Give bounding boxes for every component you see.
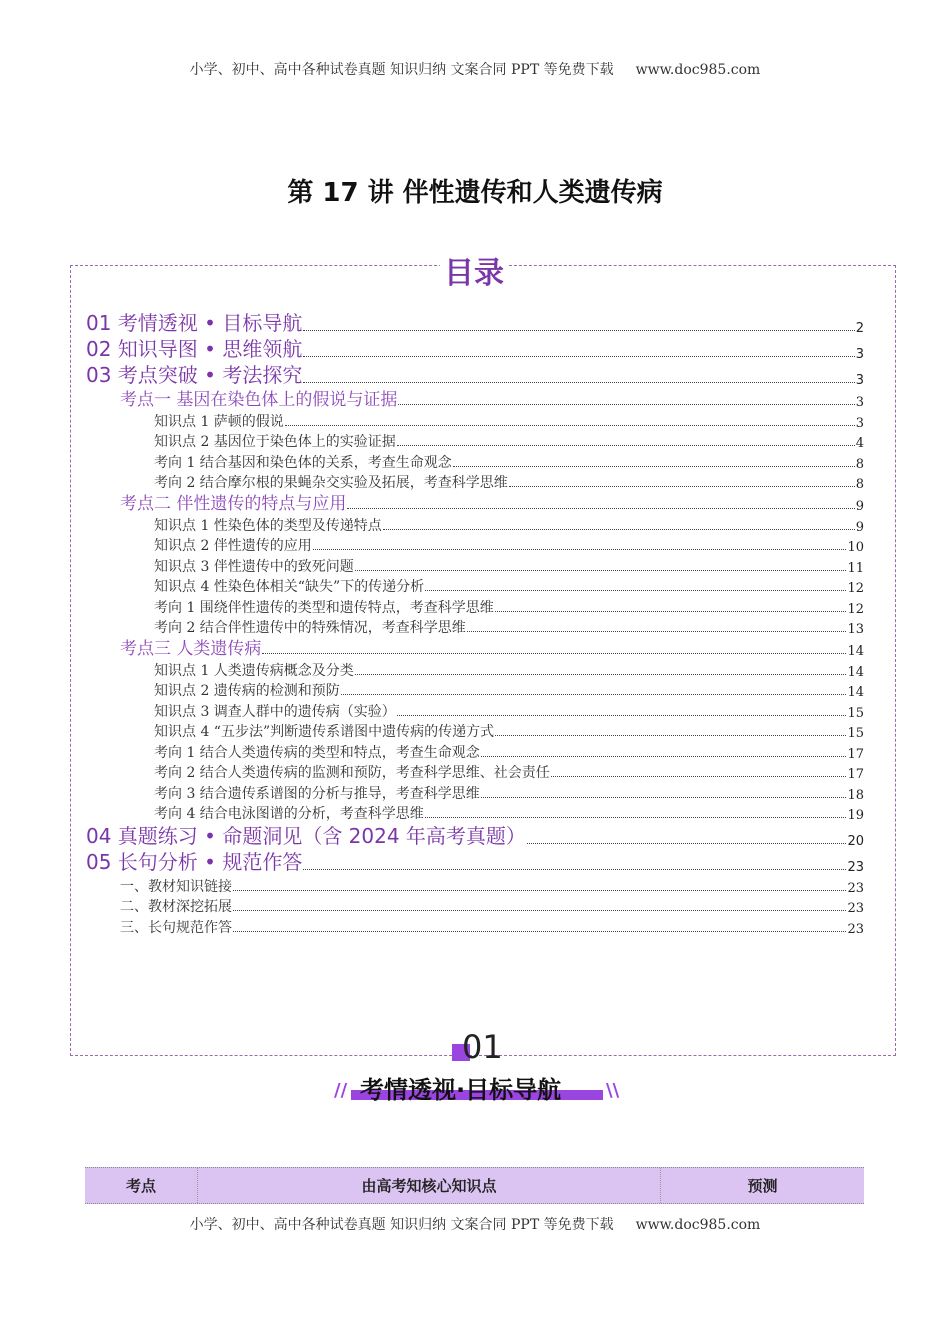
toc-leader-dots xyxy=(551,776,847,777)
toc-page-number: 12 xyxy=(847,601,864,617)
toc-leader-dots xyxy=(355,674,847,675)
footer-text: 小学、初中、高中各种试卷真题 知识归纳 文案合同 PPT 等免费下载 xyxy=(189,1217,614,1233)
toc-entry-label: 04 真题练习 • 命题洞见（含 2024 年高考真题） xyxy=(86,824,526,848)
toc-leader-dots xyxy=(233,890,846,891)
toc-leader-dots xyxy=(509,486,855,487)
toc-leader-dots xyxy=(453,466,855,467)
toc-leader-dots xyxy=(495,735,846,736)
toc-entry[interactable] xyxy=(86,896,864,917)
toc-leader-dots xyxy=(481,797,847,798)
toc-entry-label: 考点一 基因在染色体上的假说与证据 xyxy=(120,390,398,410)
toc-page-number: 17 xyxy=(847,767,864,782)
toc-page-number: 8 xyxy=(855,456,864,472)
toc-leader-dots xyxy=(233,931,846,932)
toc-entry[interactable] xyxy=(86,659,864,680)
toc-leader-dots xyxy=(303,356,854,357)
toc-entry[interactable] xyxy=(86,916,864,937)
toc-entry-label: 考点二 伴性遗传的特点与应用 xyxy=(120,494,347,514)
toc-entry-label: 知识点 4 性染色体相关“缺失”下的传递分析 xyxy=(154,579,425,595)
header-url[interactable]: www.doc985.com xyxy=(635,62,761,78)
toc-entry-label: 考向 2 结合摩尔根的果蝇杂交实验及拓展，考查科学思维 xyxy=(154,475,508,491)
toc-page-number: 23 xyxy=(847,921,864,937)
toc-entry-label: 知识点 2 基因位于染色体上的实验证据 xyxy=(154,434,396,450)
toc-entry[interactable] xyxy=(86,431,864,452)
toc-entry-label: 考向 4 结合电泳图谱的分析，考查科学思维 xyxy=(154,806,424,822)
toc-page-number: 14 xyxy=(847,644,864,659)
page-footer xyxy=(0,1214,950,1234)
toc-entry[interactable] xyxy=(86,849,864,875)
toc-leader-dots xyxy=(383,529,855,530)
toc-page-number: 18 xyxy=(847,787,864,803)
toc-entry[interactable] xyxy=(86,680,864,701)
page-title: 第 17 讲 伴性遗传和人类遗传病 xyxy=(287,178,663,208)
toc-page-number: 11 xyxy=(847,560,864,576)
toc-page-number: 13 xyxy=(847,622,864,637)
header-text: 小学、初中、高中各种试卷真题 知识归纳 文案合同 PPT 等免费下载 xyxy=(189,62,614,78)
toc-entry-label: 二、教材深挖拓展 xyxy=(120,899,232,915)
toc-page-number: 12 xyxy=(847,581,864,596)
toc-page-number: 14 xyxy=(847,685,864,700)
toc-entry-label: 考向 1 结合基因和染色体的关系，考查生命观念 xyxy=(154,454,452,471)
toc-entry-label: 知识点 3 调查人群中的遗传病（实验） xyxy=(154,703,396,720)
toc-entry-label: 知识点 2 伴性遗传的应用 xyxy=(154,538,312,554)
toc-leader-dots xyxy=(425,817,847,818)
toc-page-number: 23 xyxy=(847,860,864,875)
toc-entry-label: 知识点 1 性染色体的类型及传递特点 xyxy=(154,517,382,534)
toc-page-number: 8 xyxy=(855,477,864,492)
toc-page-number: 23 xyxy=(847,880,864,896)
toc-entry[interactable] xyxy=(86,410,864,431)
toc-page-number: 19 xyxy=(847,808,864,823)
toc-entry-label: 考点三 人类遗传病 xyxy=(120,639,262,659)
table-header-cell: 预测 xyxy=(747,1177,778,1195)
toc-entry[interactable] xyxy=(86,700,864,721)
toc-entry-label: 知识点 3 伴性遗传中的致死问题 xyxy=(154,558,354,575)
toc-entry[interactable] xyxy=(86,388,864,410)
toc-leader-dots xyxy=(303,382,854,383)
toc-entry-label: 05 长句分析 • 规范作答 xyxy=(86,850,303,874)
toc-leader-dots xyxy=(355,570,847,571)
footer-url[interactable]: www.doc985.com xyxy=(635,1217,761,1233)
toc-entry[interactable] xyxy=(86,492,864,514)
toc-leader-dots xyxy=(233,910,846,911)
table-header-cell: 考点 xyxy=(85,1168,198,1203)
toc-leader-dots xyxy=(397,715,847,716)
toc-entry[interactable] xyxy=(86,762,864,783)
toc-leader-dots xyxy=(303,869,846,870)
toc-leader-dots xyxy=(527,843,847,844)
toc-page-number: 9 xyxy=(855,499,864,514)
table-header-row xyxy=(85,1167,864,1204)
toc-entry-label: 知识点 1 人类遗传病概念及分类 xyxy=(154,662,354,679)
toc-entry-label: 一、教材知识链接 xyxy=(120,878,232,895)
page-header xyxy=(0,59,950,79)
toc-entry[interactable] xyxy=(86,782,864,803)
toc-leader-dots xyxy=(467,631,847,632)
toc-page-number: 15 xyxy=(847,726,864,741)
section-number: 01 xyxy=(462,1028,503,1066)
toc-entry-label: 知识点 2 遗传病的检测和预防 xyxy=(154,683,340,699)
toc-entry[interactable] xyxy=(86,451,864,472)
toc-page-number: 9 xyxy=(855,519,864,535)
left-slash-decoration: // xyxy=(334,1080,348,1101)
toc-leader-dots xyxy=(285,425,855,426)
toc-entry-label: 03 考点突破 • 考法探究 xyxy=(86,363,303,387)
toc-page-number: 15 xyxy=(847,705,864,721)
toc-entry-label: 三、长句规范作答 xyxy=(120,919,232,936)
toc-entry-label: 知识点 1 萨顿的假说 xyxy=(154,413,284,430)
toc-page-number: 4 xyxy=(855,436,864,451)
toc-page-number: 14 xyxy=(847,664,864,680)
toc-leader-dots xyxy=(495,611,847,612)
table-header-cell: 由高考知核心知识点 xyxy=(198,1168,661,1203)
toc-entry-label: 考向 1 结合人类遗传病的类型和特点，考查生命观念 xyxy=(154,744,480,761)
toc-leader-dots xyxy=(397,445,855,446)
toc-page-number: 3 xyxy=(855,347,864,362)
toc-leader-dots xyxy=(347,508,854,509)
toc-page-number: 20 xyxy=(847,834,864,849)
toc-title: 目录 xyxy=(440,248,508,292)
toc-page-number: 3 xyxy=(855,415,864,431)
toc-entry[interactable] xyxy=(86,721,864,742)
toc-page-number: 10 xyxy=(847,540,864,555)
toc-page-number: 17 xyxy=(847,746,864,762)
toc-entry[interactable] xyxy=(86,637,864,659)
toc-page-number: 3 xyxy=(855,395,864,410)
section-title: 考情透视·目标导航 xyxy=(360,1076,562,1104)
toc-entry[interactable] xyxy=(86,535,864,556)
toc-entry-label: 考向 2 结合人类遗传病的监测和预防，考查科学思维、社会责任 xyxy=(154,765,550,781)
table-of-contents xyxy=(86,310,864,937)
toc-leader-dots xyxy=(398,404,854,405)
toc-leader-dots xyxy=(303,330,854,331)
toc-leader-dots xyxy=(313,549,847,550)
toc-entry[interactable] xyxy=(86,875,864,896)
toc-entry[interactable] xyxy=(86,596,864,617)
toc-entry[interactable] xyxy=(86,514,864,535)
right-slash-decoration: \\ xyxy=(606,1080,620,1101)
toc-leader-dots xyxy=(425,590,846,591)
toc-entry-label: 01 考情透视 • 目标导航 xyxy=(86,311,303,335)
toc-entry[interactable] xyxy=(86,555,864,576)
toc-entry[interactable] xyxy=(86,576,864,597)
toc-page-number: 2 xyxy=(855,321,864,336)
toc-leader-dots xyxy=(262,653,846,654)
toc-page-number: 3 xyxy=(855,373,864,388)
toc-entry-label: 知识点 4 “五步法”判断遗传系谱图中遗传病的传递方式 xyxy=(154,724,495,740)
toc-leader-dots xyxy=(341,694,847,695)
toc-entry-label: 02 知识导图 • 思维领航 xyxy=(86,337,303,361)
toc-entry-label: 考向 2 结合伴性遗传中的特殊情况，考查科学思维 xyxy=(154,620,466,636)
toc-entry[interactable] xyxy=(86,741,864,762)
toc-leader-dots xyxy=(481,756,847,757)
toc-page-number: 23 xyxy=(847,901,864,916)
toc-entry-label: 考向 1 围绕伴性遗传的类型和遗传特点，考查科学思维 xyxy=(154,599,494,616)
toc-entry-label: 考向 3 结合遗传系谱图的分析与推导，考查科学思维 xyxy=(154,785,480,802)
